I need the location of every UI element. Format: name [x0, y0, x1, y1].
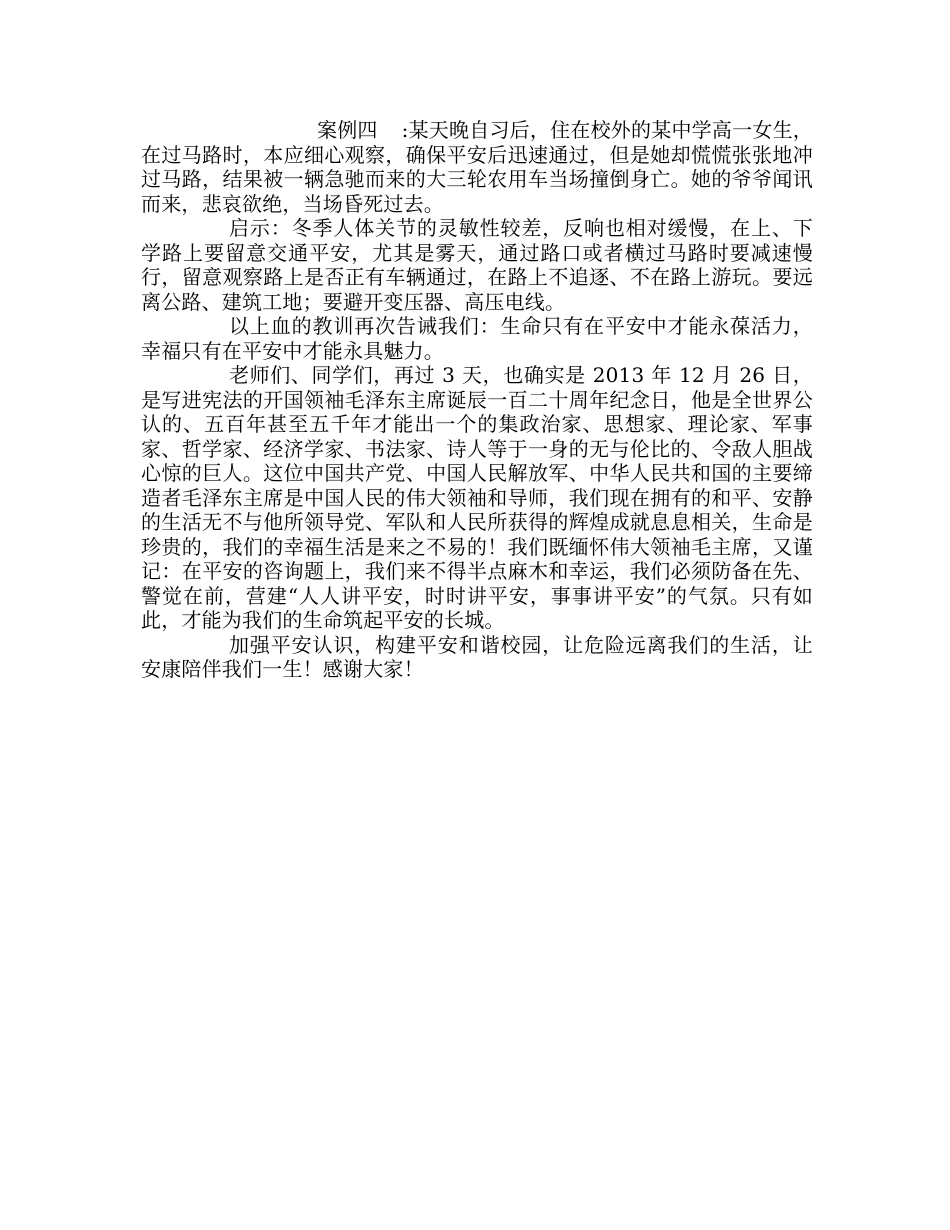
- paragraph-closing: 加强平安认识，构建平安和谐校园，让危险远离我们的生活，让安康陪伴我们一生！感谢大家！: [141, 632, 813, 681]
- paragraph-lesson: 以上血的教训再次告诫我们：生命只有在平安中才能永葆活力，幸福只有在平安中才能永具魅力。: [141, 314, 813, 363]
- paragraph-anniversary: 老师们、同学们，再过 3 天，也确实是 2013 年 12 月 26 日，是写进宪法的开国领袖毛泽东主席诞辰一百二十周年纪念日，他是全世界公认的、五百年甚至五千年才能出一个的集政治家、思想家、理论家、军事家、哲学家、经济学家、书法家、诗人等于一身的无与伦比的、令敌人胆战心惊的巨人。这位中国共产党、中国人民解放军、中华人民共和国的主要缔造者毛泽东主席是中国人民的伟大领袖和导师，我们现在拥有的和平、安静的生活无不与他所领导党、军队和人民所获得的辉煌成就息息相关，生命是珍贵的，我们的幸福生活是来之不易的！我们既缅怀伟大领袖毛主席，又谨记：在平安的咨询题上，我们来不得半点麻木和幸运，我们必须防备在先、警觉在前，营建“人人讲平安，时时讲平安，事事讲平安”的气氛。只有如此，才能为我们的生命筑起平安的长城。: [141, 363, 813, 632]
- document-page: [141, 118, 813, 682]
- case-label: 案例四: [317, 118, 378, 142]
- paragraph-case-four: [141, 118, 813, 216]
- case-text: :某天晚自习后，住在校外的某中学高一女生，在过马路时，本应细心观察，确保平安后迅速通过，但是她却慌慌张张地冲过马路，结果被一辆急驰而来的大三轮农用车当场撞倒身亡。她的爷爷闻讯而来，悲哀欲绝，当场昏死过去。: [141, 118, 813, 216]
- paragraph-insight: 启示：冬季人体关节的灵敏性较差，反响也相对缓慢，在上、下学路上要留意交通平安，尤其是雾天，通过路口或者横过马路时要减速慢行，留意观察路上是否正有车辆通过，在路上不追逐、不在路上游玩。要远离公路、建筑工地；要避开变压器、高压电线。: [141, 216, 813, 314]
